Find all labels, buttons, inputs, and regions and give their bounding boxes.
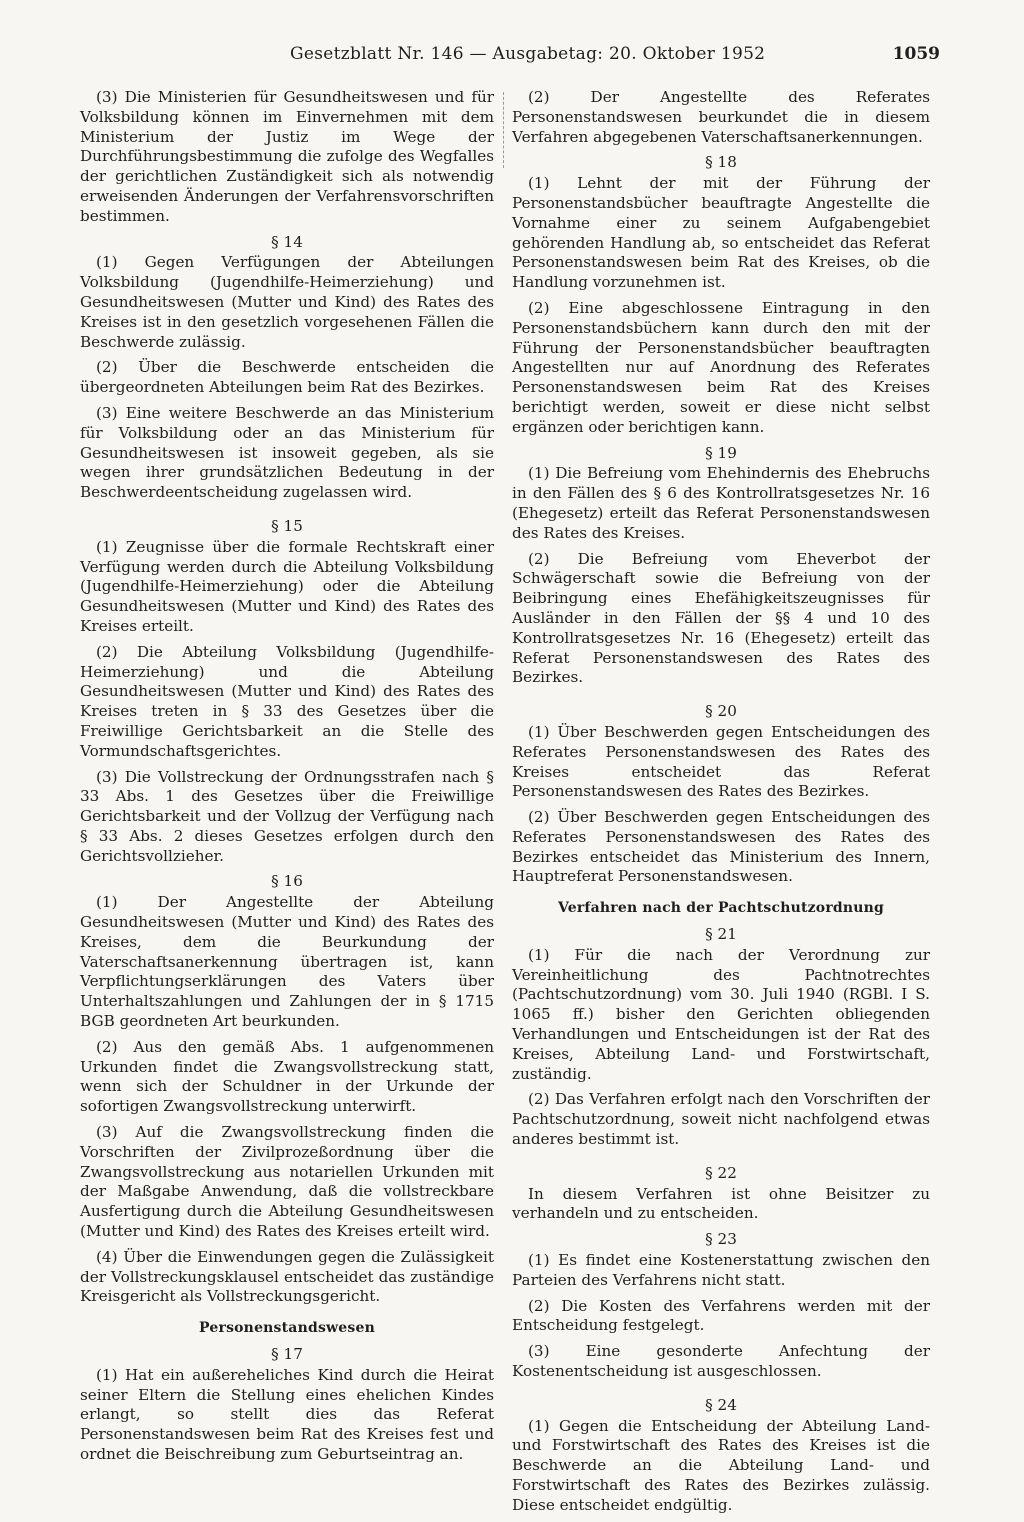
section-21-heading: § 21 [705,925,737,944]
section-20-heading: § 20 [705,702,737,721]
paragraph-14-2: (2) Über die Beschwerde entscheiden die übergeordneten Abteilungen beim Rat des Bezirkes. [80,358,494,397]
section-24-heading: § 24 [705,1395,737,1414]
paragraph-20-1: (1) Über Beschwerden gegen Entscheidungen des Referates Personenstandswesen des Rates des Kreises entscheidet das Referat Personenstandswesen des Rates des Bezirkes. [512,722,930,801]
page-number: 1059 [892,44,940,64]
right-column [512,88,930,1522]
paragraph-17-1: (1) Hat ein außereheliches Kind durch die Heirat seiner Eltern die Stellung eines ehelichen Kindes erlangt, so stellt dies das Referat Personenstandswesen beim Rat des Kreises fest und ordnet die Beischreibung zum Geburtseintrag an. [80,1365,494,1463]
paragraph-23-1: (1) Es findet eine Kostenerstattung zwischen den Parteien des Verfahrens nicht statt. [512,1251,930,1289]
section-17-heading: § 17 [271,1345,303,1364]
section-15-heading: § 15 [271,516,303,535]
paragraph-21-1: (1) Für die nach der Verordnung zur Vereinheitlichung des Pachtnotrechtes (Pachtschutzordnung) vom 30. Juli 1940 (RGBl. I S. 1065 ff.) bisher den Gerichten obliegenden Verhandlungen und Entscheidungen ist der Rat des Kreises, Abteilung Land- und Forstwirtschaft, zuständig. [512,945,930,1083]
paragraph-15-3: (3) Die Vollstreckung der Ordnungsstrafen nach § 33 Abs. 1 des Gesetzes über die Freiwillige Gerichtsbarkeit und der Vollzug der Verfügung nach § 33 Abs. 2 dieses Gesetzes erfolgen durch den Gerichtsvollzieher. [80,767,494,865]
section-16-heading: § 16 [271,872,303,891]
paragraph-14-3: (3) Eine weitere Beschwerde an das Ministerium für Volksbildung oder an das Ministerium für Gesundheitswesen ist insoweit gegeben, als sie wegen ihrer grundsätzlichen Bedeutung in der Beschwerdeentscheidung zugelassen wird. [80,403,494,502]
section-14-heading: § 14 [271,232,303,251]
paragraph-16-4: (4) Über die Einwendungen gegen die Zulässigkeit der Vollstreckungsklausel entscheidet das zuständige Kreisgericht als Vollstreckungsgericht. [80,1247,494,1306]
paragraph-18-2: (2) Eine abgeschlossene Eintragung in den Personenstandsbüchern kann durch den mit der Führung der Personenstandsbücher beauftragten Angestellten nur auf Anordnung des Referates Personenstandswesen beim Rat des Kreises berichtigt werden, soweit er diese nicht selbst ergänzen oder berichtigen kann. [512,298,930,436]
paragraph-24-1: (1) Gegen die Entscheidung der Abteilung Land- und Forstwirtschaft des Rates des Kreises ist die Beschwerde an die Abteilung Land- und Forstwirtschaft des Rates des Bezirkes zulässig. Diese entscheidet endgültig. [512,1416,930,1514]
paragraph-23-3: (3) Eine gesonderte Anfechtung der Kostenentscheidung ist ausgeschlossen. [512,1342,930,1381]
paragraph-21-2: (2) Das Verfahren erfolgt nach den Vorschriften der Pachtschutzordnung, soweit nicht nachfolgend etwas anderes bestimmt ist. [512,1090,930,1149]
paragraph-18-1: (1) Lehnt der mit der Führung der Personenstandsbücher beauftragte Angestellte die Vornahme einer zu seinem Aufgabengebiet gehörenden Handlung ab, so entscheidet das Referat Personenstandswesen beim Rat des Kreises, ob die Handlung vorzunehmen ist. [512,174,930,292]
paragraph-15-2: (2) Die Abteilung Volksbildung (Jugendhilfe-Heimerziehung) und die Abteilung Gesundheitswesen (Mutter und Kind) des Rates des Kreises treten in § 33 des Gesetzes über die Freiwillige Gerichtsbarkeit an die Stelle des Vormundschaftsgerichtes. [80,642,494,760]
heading-personenstandswesen: Personenstandswesen [199,1320,375,1337]
paragraph-16-3: (3) Auf die Zwangsvollstreckung finden die Vorschriften der Zivilprozeßordnung über die Zwangsvollstreckung aus notariellen Urkunden mit der Maßgabe Anwendung, daß die vollstreckbare Ausfertigung durch die Abteilung Gesundheitswesen (Mutter und Kind) des Rates des Kreises erteilt wird. [80,1123,494,1241]
gazette-title: Gesetzblatt Nr. 146 — Ausgabetag: 20. Oktober 1952 [290,44,766,64]
paragraph-19-2: (2) Die Befreiung vom Eheverbot der Schwägerschaft sowie die Befreiung von der Beibringung eines Ehefähigkeitszeugnisses für Ausländer in den Fällen der §§ 4 und 10 des Kontrollratsgesetzes Nr. 16 (Ehegesetz) erteilt das Referat Personenstandswesen des Rates des Bezirkes. [512,549,930,687]
paragraph-23-2: (2) Die Kosten des Verfahrens werden mit der Entscheidung festgelegt. [512,1296,930,1335]
section-22-heading: § 22 [705,1163,737,1182]
heading-pachtschutzordnung: Verfahren nach der Pachtschutzordnung [557,900,885,917]
paragraph-15-1: (1) Zeugnisse über die formale Rechtskraft einer Verfügung werden durch die Abteilung Volksbildung (Jugendhilfe-Heimerziehung) oder die Abteilung Gesundheitswesen (Mutter und Kind) des Rates des Kreises erteilt. [80,537,494,635]
paragraph-16-2: (2) Aus den gemäß Abs. 1 aufgenommenen Urkunden findet die Zwangsvollstreckung statt, wenn sich der Schuldner in der Urkunde der sofortigen Zwangsvollstreckung unterwirft. [80,1037,494,1116]
paragraph-20-2: (2) Über Beschwerden gegen Entscheidungen des Referates Personenstandswesen des Rates des Bezirkes entscheidet das Ministerium des Innern, Hauptreferat Personenstandswesen. [512,808,930,886]
paragraph-19-1: (1) Die Befreiung vom Ehehindernis des Ehebruchs in den Fällen des § 6 des Kontrollratsgesetzes Nr. 16 (Ehegesetz) erteilt das Referat Personenstandswesen des Rates des Kreises. [512,464,930,542]
paragraph-16-1: (1) Der Angestellte der Abteilung Gesundheitswesen (Mutter und Kind) des Rates des Kreises, dem die Beurkundung der Vaterschaftsanerkennung übertragen ist, kann Verpflichtungserklärungen des Vaters über Unterhaltszahlungen und Zahlungen der in § 1715 BGB geordneten Art beurkunden. [80,893,494,1031]
section-18-heading: § 18 [705,153,737,172]
section-23-heading: § 23 [705,1230,737,1249]
page-header [80,44,940,72]
paragraph-22: In diesem Verfahren ist ohne Beisitzer zu verhandeln und zu entscheiden. [512,1184,930,1223]
column-divider [503,92,504,168]
paragraph-17-2: (2) Der Angestellte des Referates Personenstandswesen beurkundet die in diesem Verfahren abgegebenen Vaterschaftsanerkennungen. [512,88,930,146]
paragraph-14-1: (1) Gegen Verfügungen der Abteilungen Volksbildung (Jugendhilfe-Heimerziehung) und Gesundheitswesen (Mutter und Kind) des Rates des Kreises ist in den gesetzlich vorgesehenen Fällen die Beschwerde zulässig. [80,253,494,351]
section-19-heading: § 19 [705,443,737,462]
paragraph-13-3: (3) Die Ministerien für Gesundheitswesen und für Volksbildung können im Einvernehmen mit dem Ministerium der Justiz im Wege der Durchführungsbestimmung die zufolge des Wegfalles der gerichtlichen Zuständigkeit sich als notwendig erweisenden Änderungen der Verfahrensvorschriften bestimmen. [80,88,494,225]
left-column [80,88,494,1471]
